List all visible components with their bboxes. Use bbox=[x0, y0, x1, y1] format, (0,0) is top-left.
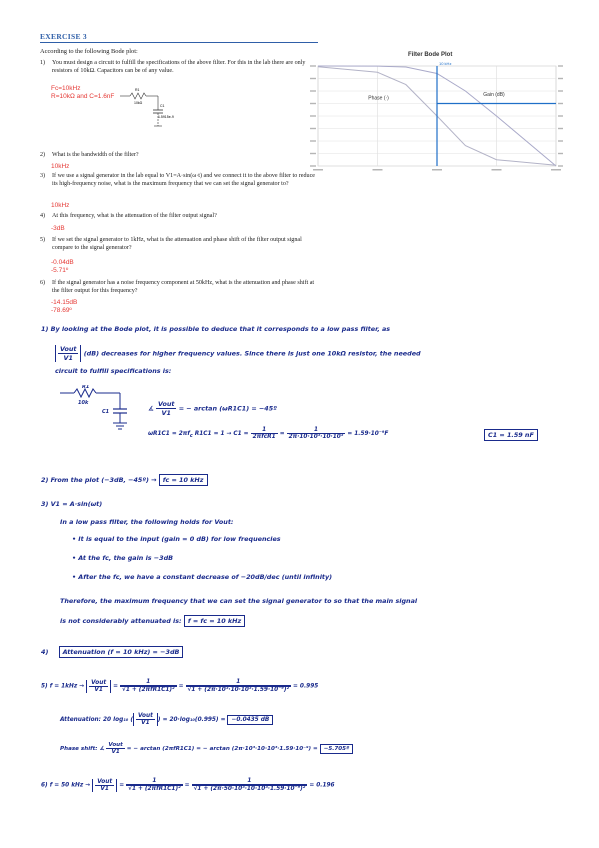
abs-transfer bbox=[86, 680, 111, 693]
transfer-fraction bbox=[136, 713, 155, 726]
attenuation-result-box: −0.0435 dB bbox=[227, 715, 273, 725]
gain-series-label: Gain (dB) bbox=[483, 92, 505, 98]
y-right-tick-label bbox=[558, 103, 563, 104]
y-right-tick-label bbox=[558, 115, 563, 116]
question-4 bbox=[40, 213, 318, 221]
y-left-tick-label bbox=[310, 90, 316, 91]
y-right-tick-label bbox=[558, 90, 563, 91]
gain-fraction-1 bbox=[126, 778, 183, 792]
att-mid: = 20·log₁₀(0.995) = bbox=[162, 717, 226, 723]
question-text: You must design a circuit to fulfill the specifications of the above filter. For this in the lab there are only resistors of 10kΩ. Capacitors can be of any value. bbox=[52, 60, 306, 74]
phase-angle-symbol: ∡ bbox=[148, 404, 154, 413]
line-3-text: is not considerably attenuated is: bbox=[60, 617, 182, 625]
solution-3-line-1: In a low pass filter, the following holds for Vout: bbox=[60, 518, 234, 526]
solution-5-gain bbox=[41, 679, 318, 693]
question-1 bbox=[40, 60, 318, 84]
solution-5-attenuation: Attenuation: 20 log₁₀ ( $\frac{\text{Vout}}{V1}$ ) = 20·log₁₀(0.995) = −0.0435 dB bbox=[60, 713, 273, 726]
chart-title: Filter Bode Plot bbox=[408, 52, 453, 58]
r1-label: R1 bbox=[135, 88, 140, 92]
frac-num: Vout bbox=[137, 713, 153, 719]
question-number: 3) bbox=[40, 173, 46, 179]
frac-den: 2πfcR1 bbox=[252, 434, 276, 440]
y-left-tick-label bbox=[310, 103, 316, 104]
frac-den: V1 bbox=[94, 686, 103, 693]
frac-num: 1 bbox=[251, 427, 278, 434]
frac-num: Vout bbox=[91, 679, 107, 686]
solution-1-line-1: 1) By looking at the Bode plot, it is possible to deduce that it corresponds to a low pass filter, as bbox=[41, 325, 391, 333]
s6-result: = 0.196 bbox=[309, 782, 335, 789]
question-number: 4) bbox=[40, 213, 46, 219]
solution-2-text: 2) From the plot (−3dB, −45º) → bbox=[41, 476, 157, 484]
frac-num: Vout bbox=[60, 345, 77, 353]
question-6 bbox=[40, 280, 318, 296]
phase-fraction bbox=[106, 742, 124, 755]
equals: = bbox=[178, 683, 184, 690]
answer-5a: -0.04dB bbox=[51, 259, 74, 266]
solution-1-line-3: circuit to fulfill specifications is: bbox=[55, 367, 172, 375]
abs-transfer bbox=[133, 713, 158, 726]
wc-pre: ωR1C1 = 2πf bbox=[148, 431, 190, 437]
hw-c1-label: C1 bbox=[102, 409, 110, 415]
solution-6-gain bbox=[41, 778, 335, 792]
abs-transfer bbox=[92, 779, 117, 792]
phase-fraction bbox=[156, 400, 176, 417]
abs-transfer bbox=[55, 345, 81, 362]
question-text: If the signal generator has a noise frequency component at 50kHz, what is the attenuation and phase shift at the filter output for this frequency? bbox=[52, 280, 315, 294]
frac-den: √1 + (2π·50·10³·10·10³·1.59·10⁻⁹)² bbox=[193, 786, 306, 792]
frac-den: 2π·10·10³·10·10³ bbox=[288, 434, 344, 440]
fc-result-box: fc = 10 kHz bbox=[159, 474, 208, 486]
frac-den: √1 + (2πfR1C1)² bbox=[122, 687, 175, 693]
bode-plot bbox=[308, 58, 570, 178]
phase-series-label: Phase (·) bbox=[368, 95, 389, 102]
frac-den: V1 bbox=[63, 354, 73, 362]
answer-1a: Fc=10kHz bbox=[51, 85, 81, 92]
y-right-tick-label bbox=[558, 65, 563, 66]
cutoff-label: 10 kHz bbox=[439, 61, 452, 66]
hand-circuit bbox=[58, 385, 133, 435]
gain-fraction-2 bbox=[192, 778, 308, 792]
question-3 bbox=[40, 173, 318, 197]
y-right-tick-label bbox=[558, 153, 563, 154]
phase-result-box: −5.705º bbox=[320, 744, 354, 754]
solution-3-line-3 bbox=[60, 617, 245, 625]
frac-den: V1 bbox=[100, 785, 109, 792]
x-tick-label bbox=[373, 169, 383, 171]
attenuation-box: Attenuation (f = 10 kHz) = −3dB bbox=[59, 646, 184, 658]
transfer-fraction bbox=[89, 680, 108, 693]
frac-num: Vout bbox=[157, 400, 175, 408]
s5-result: = 0.995 bbox=[293, 683, 319, 690]
y-right-tick-label bbox=[558, 165, 563, 166]
solution-4-num: 4) bbox=[41, 648, 49, 656]
x-tick-label bbox=[432, 169, 442, 171]
line-2-text: (dB) decreases for higher frequency values. Since there is just one 10kΩ resistor, the needed bbox=[83, 349, 421, 358]
intro-text: According to the following Bode plot: bbox=[40, 48, 138, 55]
answer-3: 10kHz bbox=[51, 202, 70, 209]
c1-result-box: C1 = 1.59 nF bbox=[484, 429, 538, 441]
solution-1-line-2 bbox=[55, 345, 421, 362]
y-left-tick-label bbox=[310, 78, 316, 79]
r1-value: 10kΩ bbox=[134, 101, 143, 105]
question-2 bbox=[40, 152, 318, 160]
wc-result: = 1.59·10⁻⁹F bbox=[347, 431, 389, 437]
phase-rhs: = − arctan (ωR1C1) = −45º bbox=[178, 404, 277, 413]
equals: = bbox=[113, 683, 118, 690]
frac-den: V1 bbox=[141, 720, 150, 726]
s6-pre: 6) f = 50 kHz → bbox=[41, 782, 91, 789]
solution-3-header: 3) V1 = A·sin(ωt) bbox=[41, 500, 103, 508]
solution-2 bbox=[41, 476, 208, 484]
max-frequency-box: f = fc = 10 kHz bbox=[184, 615, 245, 627]
question-text: If we use a signal generator in the lab equal to V1=A·sin(ω·t) and we connect it to the above filter to reduce its high-frequency noise, what is the maximum frequency that we can set the signal generator to? bbox=[52, 173, 316, 187]
frac-num: 1 bbox=[120, 679, 177, 686]
equals: = bbox=[279, 431, 285, 437]
question-5 bbox=[40, 237, 318, 253]
wc-fraction-1 bbox=[251, 427, 278, 440]
y-left-tick-label bbox=[310, 128, 316, 129]
answer-6b: -78.69º bbox=[51, 307, 72, 314]
printed-circuit bbox=[118, 86, 178, 138]
x-tick-label bbox=[551, 169, 561, 171]
gain-fraction-2 bbox=[186, 679, 292, 693]
wc-fraction-2 bbox=[287, 427, 346, 440]
x-tick-label bbox=[492, 169, 502, 171]
frac-num: Vout bbox=[97, 778, 113, 785]
answer-5b: -5.71º bbox=[51, 267, 69, 274]
solution-3-line-2: Therefore, the maximum frequency that we can set the signal generator to so that the main signal bbox=[60, 597, 418, 605]
wc-sub: c bbox=[189, 434, 193, 440]
x-tick-label bbox=[313, 169, 323, 171]
hw-r1-label: R1 bbox=[82, 385, 90, 390]
question-number: 2) bbox=[40, 152, 46, 158]
phase-equation bbox=[148, 400, 277, 417]
equals: = bbox=[119, 782, 125, 789]
answer-6a: -14.15dB bbox=[51, 299, 78, 306]
frac-den: √1 + (2πfR1C1)² bbox=[128, 786, 181, 792]
question-text: If we set the signal generator to 1kHz, what is the attenuation and phase shift of the filter output signal compare to the signal generator? bbox=[52, 237, 302, 251]
exercise-title: EXERCISE 3 bbox=[40, 32, 87, 41]
solution-3-bullet-3: • After the fc, we have a constant decrease of −20dB/dec (until infinity) bbox=[72, 573, 333, 581]
gain-fraction-1 bbox=[120, 679, 177, 693]
solution-3-bullet-1: • It is equal to the input (gain = 0 dB) for low frequencies bbox=[72, 535, 281, 543]
question-number: 6) bbox=[40, 280, 46, 286]
y-left-tick-label bbox=[310, 140, 316, 141]
y-right-tick-label bbox=[558, 140, 563, 141]
frac-num: Vout bbox=[108, 742, 123, 748]
att-pre: Attenuation: 20 log₁₀ bbox=[60, 717, 129, 723]
frac-den: V1 bbox=[161, 409, 171, 417]
c1-label: C1 bbox=[160, 104, 165, 108]
y-right-tick-label bbox=[558, 78, 563, 79]
solution-3-bullet-2: • At the fc, the gain is −3dB bbox=[72, 554, 174, 562]
y-left-tick-label bbox=[310, 165, 316, 166]
question-text: At this frequency, what is the attenuation of the filter output signal? bbox=[52, 213, 217, 219]
wc-mid: R1C1 = 1 → C1 = bbox=[194, 431, 249, 437]
frac-num: 1 bbox=[287, 427, 346, 434]
ph-pre: Phase shift: ∡ bbox=[60, 746, 105, 752]
y-left-tick-label bbox=[310, 65, 316, 66]
solution-4 bbox=[41, 648, 183, 656]
frac-den: √1 + (2π·10³·10·10³·1.59·10⁻⁹)² bbox=[187, 687, 290, 693]
answer-4: -3dB bbox=[51, 225, 65, 232]
answer-2: 10kHz bbox=[51, 163, 70, 170]
ph-mid: = − arctan (2πfR1C1) = − arctan (2π·10³·10·10³·1.59·10⁻⁹) = bbox=[126, 746, 318, 752]
solution-5-phase bbox=[60, 742, 353, 755]
frac-num: 1 bbox=[192, 778, 308, 785]
frac-num: 1 bbox=[126, 778, 183, 785]
transfer-fraction bbox=[95, 779, 114, 792]
capacitor-equation bbox=[148, 427, 388, 440]
y-left-tick-label bbox=[310, 115, 316, 116]
c1-value: 1.5915e-9 bbox=[158, 115, 174, 119]
frac-num: 1 bbox=[186, 679, 292, 686]
answer-1b: R=10kΩ and C=1.6nF bbox=[51, 93, 115, 100]
y-left-tick-label bbox=[310, 153, 316, 154]
frac-den: V1 bbox=[111, 749, 120, 755]
equals: = bbox=[184, 782, 190, 789]
hw-r1-value: 10k bbox=[78, 400, 89, 406]
y-right-tick-label bbox=[558, 128, 563, 129]
s5-pre: 5) f = 1kHz → bbox=[41, 683, 85, 690]
question-text: What is the bandwidth of the filter? bbox=[52, 152, 139, 158]
title-rule bbox=[40, 42, 318, 43]
question-number: 5) bbox=[40, 237, 46, 243]
transfer-fraction bbox=[58, 345, 78, 362]
question-number: 1) bbox=[40, 60, 46, 66]
